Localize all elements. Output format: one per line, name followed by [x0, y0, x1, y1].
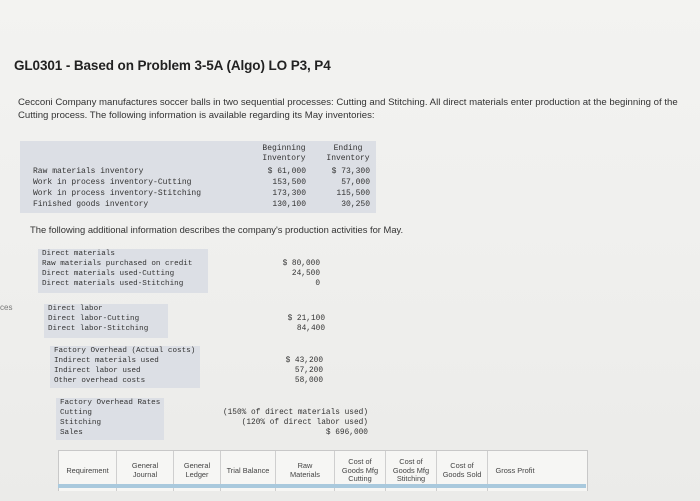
header-ending — [320, 144, 376, 163]
dm-row-value: $ 80,000 — [282, 260, 320, 268]
activities-lead: The following additional information describes the company's production activities for May. — [30, 224, 404, 235]
inv-row-ending: 57,000 — [341, 178, 370, 187]
dm-row-label: Direct materials used-Stitching — [42, 280, 184, 288]
dl-row-value: 84,400 — [296, 325, 325, 333]
inv-row-beginning: $ 61,000 — [267, 167, 306, 176]
fo-row-label: Indirect materials used — [54, 357, 159, 365]
tab-label: General — [131, 461, 159, 471]
dl-row-value: $ 21,100 — [287, 315, 325, 323]
header-ending-line1: Ending — [333, 144, 363, 153]
inventory-table — [20, 141, 376, 213]
fo-row-value: $ 43,200 — [285, 357, 323, 365]
tab-label: Materials — [290, 470, 320, 479]
direct-labor-heading: Direct labor — [48, 305, 103, 313]
tab-label: Ledger — [185, 470, 209, 479]
tab-label: Raw — [297, 461, 313, 471]
or-row-value: (150% of direct materials used) — [222, 409, 368, 417]
inv-row-label: Work in process inventory-Cutting — [33, 178, 192, 187]
header-beginning — [256, 144, 312, 163]
header-beginning-line1: Beginning — [262, 144, 306, 153]
header-ending-line2: Inventory — [326, 153, 370, 163]
tab-label: Goods Sold — [442, 470, 482, 479]
tab-label: Requirement — [66, 465, 109, 475]
factory-overhead-values — [253, 356, 323, 386]
inv-row-label: Finished goods inventory — [33, 200, 149, 209]
direct-materials-heading: Direct materials — [42, 250, 115, 258]
fo-row-label: Indirect labor used — [54, 367, 141, 375]
dl-row-label: Direct labor-Cutting — [48, 315, 140, 323]
inv-row-label: Raw materials inventory — [33, 167, 144, 176]
header-beginning-line2: Inventory — [262, 153, 306, 163]
inv-row-beginning: 130,100 — [272, 200, 306, 209]
tab-label: Cost of — [348, 457, 372, 467]
dl-row-label: Direct labor-Stitching — [48, 325, 149, 333]
inv-row-beginning: 153,500 — [272, 178, 306, 187]
inv-row-beginning: 173,300 — [272, 189, 306, 198]
or-row-value: $ 696,000 — [325, 429, 368, 437]
fo-row-label: Other overhead costs — [54, 377, 146, 385]
inv-row-ending: 115,500 — [336, 189, 370, 198]
or-row-label: Stitching — [60, 419, 102, 427]
tab-label: Goods Mfg — [392, 465, 430, 475]
overhead-rates-heading: Factory Overhead Rates — [60, 399, 161, 407]
direct-materials-block — [38, 249, 208, 293]
tab-label: Gross Profit — [495, 465, 535, 475]
direct-labor-block — [44, 304, 168, 338]
factory-overhead-block — [50, 346, 200, 388]
overhead-rates-block — [56, 398, 164, 440]
fo-row-value: 58,000 — [294, 377, 323, 385]
tab-label: Cost of — [450, 461, 474, 471]
page-title: GL0301 - Based on Problem 3-5A (Algo) LO P3, P4 — [14, 58, 331, 73]
inv-row-ending: $ 73,300 — [331, 167, 370, 176]
or-row-value: (120% of direct labor used) — [241, 419, 368, 427]
tab-label: Journal — [132, 470, 158, 479]
or-row-label: Sales — [60, 429, 83, 437]
inv-row-label: Work in process inventory-Stitching — [33, 189, 202, 198]
inv-row-ending: 30,250 — [341, 200, 370, 209]
factory-overhead-heading: Factory Overhead (Actual costs) — [54, 347, 196, 355]
tab-label: Cutting — [348, 474, 372, 484]
tab-label: General — [183, 461, 211, 471]
tab-label: Trial Balance — [226, 465, 270, 475]
side-tab-label: ces — [0, 303, 13, 312]
tab-bar-underline — [58, 484, 586, 488]
dm-row-label: Direct materials used-Cutting — [42, 270, 175, 278]
dm-row-value: 24,500 — [291, 270, 320, 278]
tab-label: Cost of — [399, 457, 423, 467]
tab-label: Goods Mfg — [341, 465, 379, 475]
dm-row-value: 0 — [315, 280, 320, 288]
fo-row-value: 57,200 — [294, 367, 323, 375]
direct-labor-values — [255, 314, 325, 334]
or-row-label: Cutting — [60, 409, 92, 417]
intro-paragraph: Cecconi Company manufactures soccer balls in two sequential processes: Cutting and Stitching. All direct materials enter production at the beginning of the Cutting process. The following information is available regarding its May inventories: — [18, 97, 678, 121]
tab-label: Stitching — [396, 474, 426, 484]
dm-row-label: Raw materials purchased on credit — [42, 260, 193, 268]
overhead-rates-values — [208, 408, 368, 438]
direct-materials-values — [250, 259, 320, 289]
